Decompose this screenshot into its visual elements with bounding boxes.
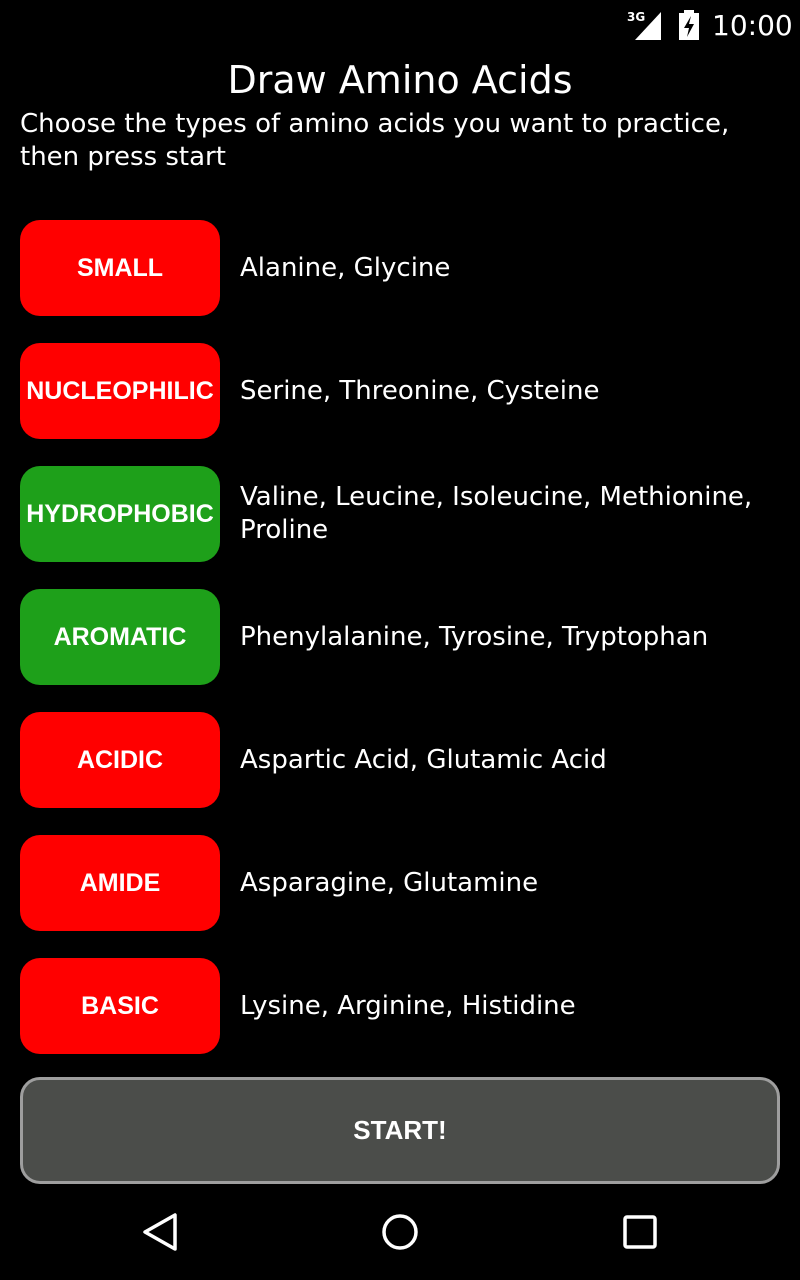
amide-toggle-button[interactable]: AMIDE: [20, 835, 220, 931]
category-row-small: [20, 220, 780, 316]
aromatic-toggle-button[interactable]: AROMATIC: [20, 589, 220, 685]
amide-description: Asparagine, Glutamine: [240, 867, 539, 898]
battery-charging-icon: [678, 10, 700, 40]
category-row-aromatic: [20, 589, 780, 685]
basic-toggle-button[interactable]: BASIC: [20, 958, 220, 1054]
category-list: [20, 220, 780, 1081]
category-row-acidic: [20, 712, 780, 808]
basic-description: Lysine, Arginine, Histidine: [240, 990, 576, 1021]
acidic-toggle-button[interactable]: ACIDIC: [20, 712, 220, 808]
category-row-amide: [20, 835, 780, 931]
instructions-text: Choose the types of amino acids you want to practice, then press start: [20, 109, 730, 172]
category-row-hydrophobic: [20, 466, 780, 562]
signal-icon: [627, 10, 663, 40]
hydrophobic-description: Valine, Leucine, Isoleucine, Methionine, Proline: [240, 482, 753, 545]
status-bar: [0, 0, 800, 50]
category-row-nucleophilic: [20, 343, 780, 439]
status-time: 10:00: [712, 9, 793, 42]
back-icon[interactable]: [140, 1212, 180, 1252]
small-description: Alanine, Glycine: [240, 252, 451, 283]
recents-icon[interactable]: [620, 1212, 660, 1252]
category-row-basic: [20, 958, 780, 1054]
acidic-description: Aspartic Acid, Glutamic Acid: [240, 744, 607, 775]
home-icon[interactable]: [380, 1212, 420, 1252]
nucleophilic-description: Serine, Threonine, Cysteine: [240, 375, 600, 406]
page-title: Draw Amino Acids: [227, 58, 573, 102]
small-toggle-button[interactable]: SMALL: [20, 220, 220, 316]
aromatic-description: Phenylalanine, Tyrosine, Tryptophan: [240, 621, 709, 652]
start-button[interactable]: START!: [20, 1077, 780, 1184]
nucleophilic-toggle-button[interactable]: NUCLEOPHILIC: [20, 343, 220, 439]
hydrophobic-toggle-button[interactable]: HYDROPHOBIC: [20, 466, 220, 562]
svg-text:3G: 3G: [627, 10, 646, 24]
navigation-bar: [0, 1184, 800, 1280]
